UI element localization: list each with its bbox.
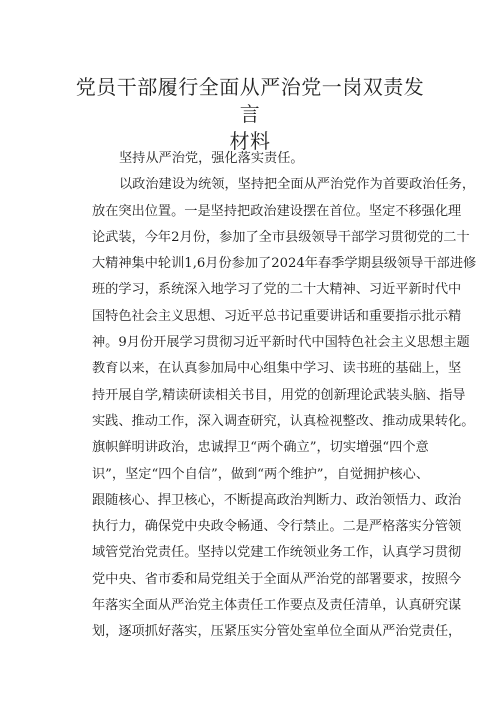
title-line-2: 材料 [229,129,271,153]
text-line: 执行力，确保党中央政令畅通、令行禁止。二是严格落实分管领 [92,519,462,535]
title-line-1: 党员干部履行全面从严治党一岗双责发言 [75,75,425,126]
text-line: 神。9月份开展学习贯彻习近平新时代中国特色社会主义思想主题 [92,335,470,351]
text-line: 国特色社会主义思想、习近平总书记重要讲话和重要指示批示精 [92,308,462,324]
text-line: 实践、推动工作，深入调查研究，认真检视整改、推动成果转化。 [92,413,475,429]
text-line: 域管党治党责任。坚持以党建工作统领业务工作，认真学习贯彻 [92,545,462,561]
document-title [70,74,430,155]
document-body [92,146,477,646]
text-line: 旗帜鲜明讲政治，忠诚捍卫“两个确立”，切实增强“四个意 [92,440,429,456]
text-line: 教育以来，在认真参加局中心组集中学习、读书班的基础上，坚 [92,361,462,377]
text-line: 放在突出位置。一是坚持把政治建设摆在首位。坚定不移强化理 [92,203,462,219]
text-line: 班的学习，系统深入地学习了党的二十大精神、习近平新时代中 [92,282,462,298]
text-line: 论武装，今年2月份，参加了全市县级领导干部学习贯彻党的二十 [92,229,470,245]
text-line: 持开展自学,精读研读相关书目，用党的创新理论武装头脑、指导 [92,387,466,403]
section-heading: 坚持从严治党，强化落实责任。 [119,151,304,166]
text-line: 划，逐项抓好落实，压紧压实分管处室单位全面从严治党责任， [92,624,462,640]
text-line: 跟随核心、捍卫核心，不断提高政治判断力、政治领悟力、政治 [92,492,462,508]
text-line: 年落实全面从严治党主体责任工作要点及责任清单，认真研究谋 [92,598,462,614]
text-line: 大精神集中轮训1,6月份参加了2024年春季学期县级领导干部进修 [92,256,477,272]
text-line: 识”，坚定“四个自信”，做到“两个维护”，自觉拥护核心、 [92,466,430,482]
text-line: 以政治建设为统领，坚持把全面从严治党作为首要政治任务， [119,177,476,193]
text-line: 党中央、省市委和局党组关于全面从严治党的部署要求，按照今 [92,571,462,587]
